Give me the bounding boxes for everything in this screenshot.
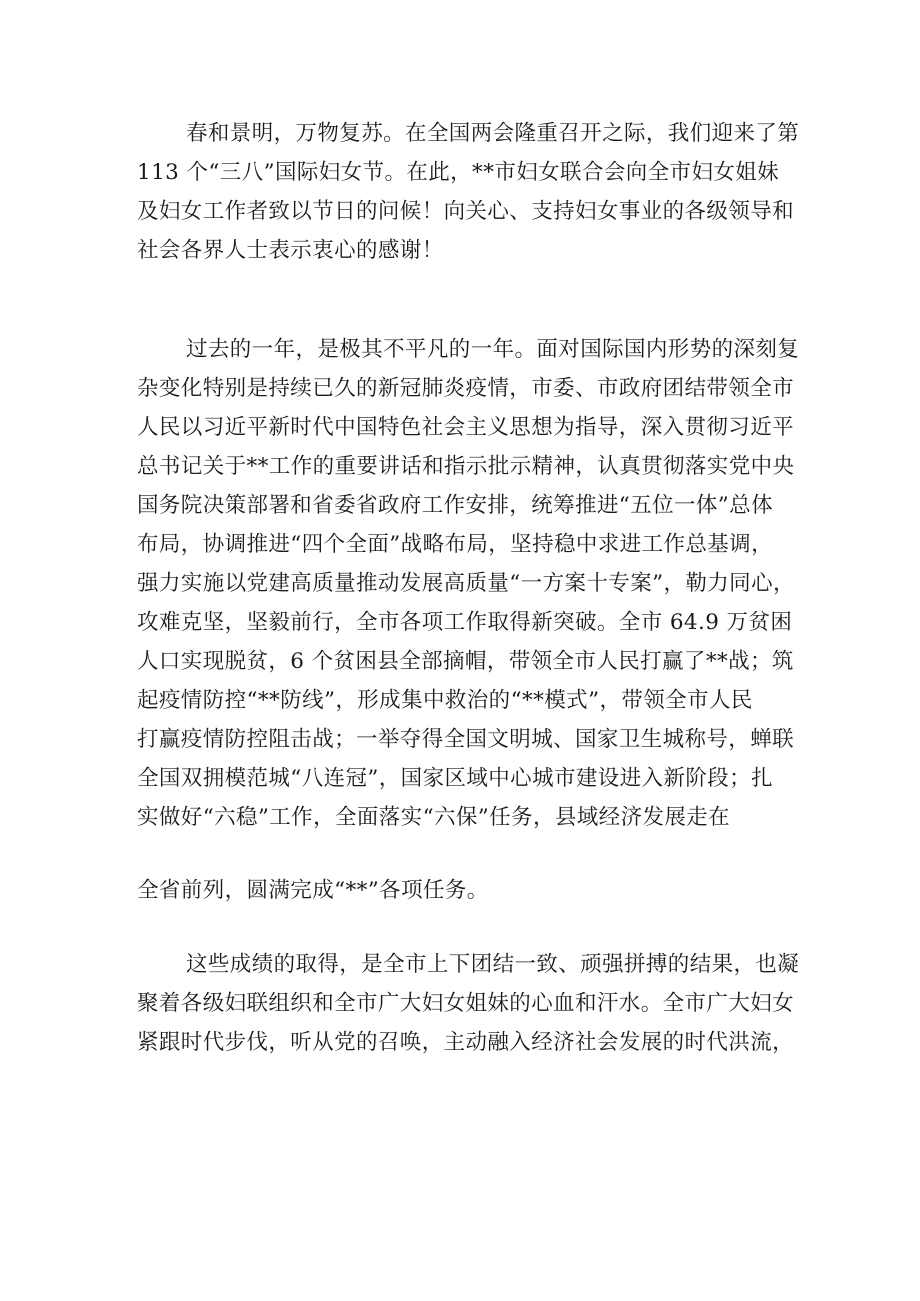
paragraph-4-line-2: 聚着各级妇联组织和全市广大妇女姐妹的心血和汗水。全市广大妇女 xyxy=(137,991,795,1016)
paragraph-2-line-11: 打赢疫情防控阻击战；一举夺得全国文明城、国家卫生城称号，蝉联 xyxy=(137,727,795,752)
paragraph-2-line-4: 总书记关于**工作的重要讲话和指示批示精神，认真贯彻落实党中央 xyxy=(137,454,795,479)
paragraph-2-line-2: 杂变化特别是持续已久的新冠肺炎疫情，市委、市政府团结带领全市 xyxy=(137,376,795,401)
paragraph-2-line-3: 人民以习近平新时代中国特色社会主义思想为指导，深入贯彻习近平 xyxy=(137,415,795,440)
paragraph-2-line-9: 人口实现脱贫，6 个贫困县全部摘帽，带领全市人民打赢了**战；筑 xyxy=(137,649,794,674)
paragraph-1-line-4: 社会各界人士表示衷心的感谢！ xyxy=(137,238,444,263)
paragraph-1-line-2: 113 个“三八”国际妇女节。在此，**市妇女联合会向全市妇女姐妹 xyxy=(137,160,780,185)
paragraph-2-line-10: 起疫情防控“**防线”，形成集中救治的“**模式”，带领全市人民 xyxy=(137,688,753,713)
paragraph-2-line-13: 实做好“六稳”工作，全面落实“六保”任务，县域经济发展走在 xyxy=(137,805,731,830)
paragraph-2-line-1: 过去的一年，是极其不平凡的一年。面对国际国内形势的深刻复 xyxy=(186,337,800,362)
paragraph-2-line-7: 强力实施以党建高质量推动发展高质量“一方案十专案”，勒力同心， xyxy=(137,571,795,596)
paragraph-2-line-8: 攻难克坚，坚毅前行，全市各项工作取得新突破。全市 64.9 万贫困 xyxy=(137,610,793,635)
paragraph-3-line-1: 全省前列，圆满完成“**”各项任务。 xyxy=(137,878,489,903)
paragraph-2-line-6: 布局，协调推进“四个全面”战略布局，坚持稳中求进工作总基调， xyxy=(137,532,773,557)
paragraph-1-line-1: 春和景明，万物复苏。在全国两会隆重召开之际，我们迎来了第 xyxy=(186,121,800,146)
paragraph-2-line-12: 全国双拥模范城“八连冠”，国家区域中心城市建设进入新阶段；扎 xyxy=(137,766,773,791)
paragraph-2-line-5: 国务院决策部署和省委省政府工作安排，统筹推进“五位一体”总体 xyxy=(137,493,773,518)
paragraph-1-line-3: 及妇女工作者致以节日的问候！向关心、支持妇女事业的各级领导和 xyxy=(137,199,795,224)
paragraph-4-line-3: 紧跟时代步伐，听从党的召唤，主动融入经济社会发展的时代洪流， xyxy=(137,1030,795,1055)
paragraph-4-line-1: 这些成绩的取得，是全市上下团结一致、顽强拼搏的结果，也凝 xyxy=(186,952,800,977)
